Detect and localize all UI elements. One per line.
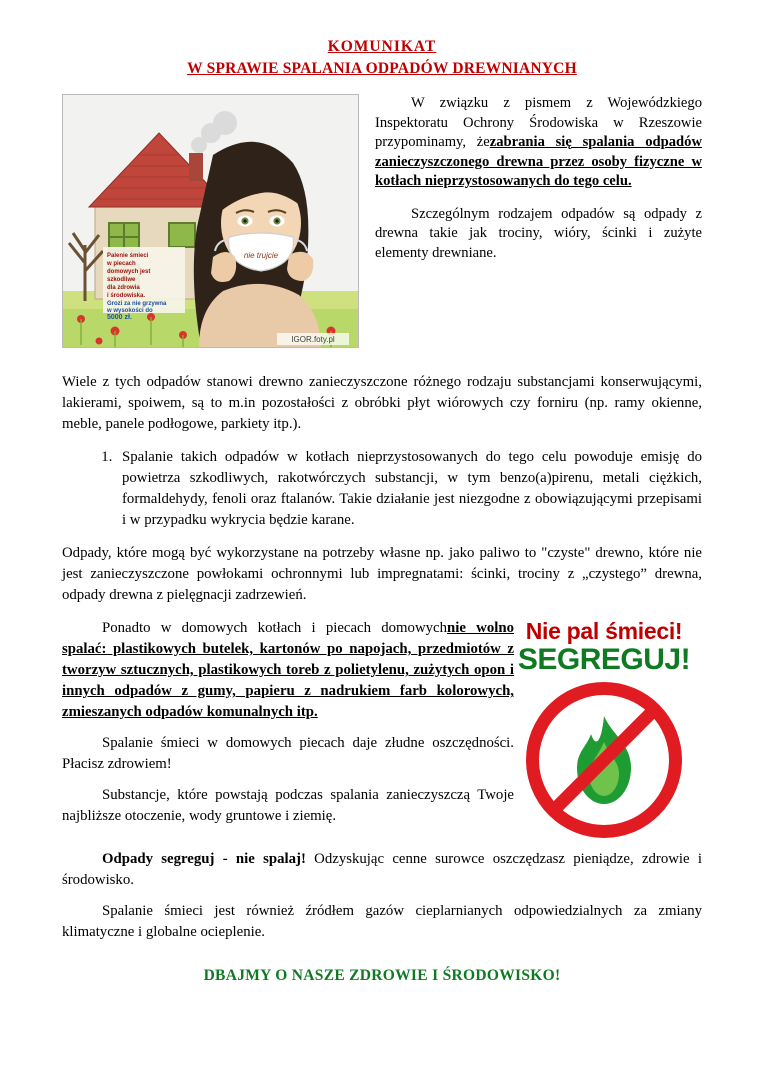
closing-lead-rest: Odzyskując cenne surowce oszczędzasz pieniądze, zdrowie i środowisko. bbox=[62, 851, 702, 888]
svg-text:szkodliwe: szkodliwe bbox=[107, 277, 136, 283]
body-section bbox=[62, 372, 702, 606]
svg-text:IGOR.foty.pl: IGOR.foty.pl bbox=[291, 335, 335, 344]
intro-paragraph-1 bbox=[375, 94, 702, 192]
intro-text bbox=[375, 94, 702, 263]
prohibition-text bbox=[62, 618, 514, 827]
prohibition-paragraph-3: Substancje, które powstają podczas spalania zanieczyszczą Twoje najbliższe otoczenie, wody gruntowe i ziemię. bbox=[62, 787, 514, 824]
svg-text:Palenie śmieci: Palenie śmieci bbox=[107, 253, 149, 259]
poster-photo bbox=[62, 94, 359, 348]
svg-text:dla zdrowia: dla zdrowia bbox=[107, 285, 140, 291]
svg-text:5000 zł.: 5000 zł. bbox=[107, 314, 132, 321]
segregation-sign bbox=[498, 618, 710, 838]
prohibition-paragraph-2: Spalanie śmieci w domowych piecach daje złudne oszczędności. Płacisz zdrowiem! bbox=[62, 735, 514, 772]
title-line-2: W SPRAWIE SPALANIA ODPADÓW DREWNIANYCH bbox=[187, 60, 577, 77]
numbered-list bbox=[62, 447, 702, 531]
sign-line-1: Nie pal śmieci! bbox=[525, 618, 683, 644]
body-paragraph-1: Wiele z tych odpadów stanowi drewno zanieczyszczone różnego rodzaju substancjami konserwującymi, lakierami, spoiwem, są to m.in pozostałości z obróbki płyt wiórowych czy forniru (np. ramy okienne, meble, panele podłogowe, parkiety itp.). bbox=[62, 374, 702, 432]
closing-paragraph-1 bbox=[62, 849, 702, 891]
sign-line-2: SEGREGUJ! bbox=[517, 643, 691, 676]
svg-text:w wysokości do: w wysokości do bbox=[107, 308, 153, 314]
page-title bbox=[62, 36, 702, 80]
intro-p1-bold: zabrania się spalania odpadów zanieczyszczonego drewna przez osoby fizyczne w kotłach nieprzystosowanych do tego celu. bbox=[375, 134, 702, 189]
svg-text:w piecach: w piecach bbox=[107, 261, 136, 267]
closing-paragraph-2: Spalanie śmieci jest również źródłem gazów cieplarnianych odpowiedzialnych za zmiany klimatyczne i globalne ocieplenie. bbox=[62, 903, 702, 940]
body-paragraph-2: Odpady, które mogą być wykorzystane na potrzeby własne np. jako paliwo to "czyste" drewno, które nie jest zanieczyszczone powłokami ochronnymi lub impregnatami: ścinki, trociny z „czystego” drewna, odpady drewna z pielęgnacji zadrzewień. bbox=[62, 545, 702, 603]
document-content bbox=[62, 36, 702, 985]
svg-text:i środowiska.: i środowiska. bbox=[107, 293, 146, 299]
prohibition-section bbox=[62, 618, 702, 827]
prohibition-p1-prefix: Ponadto w domowych kotłach i piecach domowych bbox=[102, 620, 448, 636]
svg-text:nie trujcie: nie trujcie bbox=[243, 251, 279, 260]
prohibition-p1-bold: nie wolno spalać: plastikowych butelek, kartonów po napojach, przedmiotów z tworzyw sztucznych, plastikowych toreb z polietylenu, zużytych opon i innych odpadów z gumy, papieru z nadrukiem farb kolorowych, zmieszanych odpadów komunalnych itp. bbox=[62, 620, 514, 720]
list-item: 1. Spalanie takich odpadów w kotłach nieprzystosowanych do tego celu powoduje emisję do powietrza szkodliwych, rakotwórczych substancji, w tym benzo(a)pirenu, metali ciężkich, formaldehydy, fenoli oraz ftalanów. Takie działanie jest niezgodne z obowiązującymi przepisami i w przypadku wykrycia będzie karane. bbox=[116, 447, 702, 531]
closing-lead-bold: Odpady segreguj - nie spalaj! bbox=[102, 851, 306, 867]
intro-p1-prefix: W związku z pismem z Wojewódzkiego Inspektoratu Ochrony Środowiska w Rzeszowie przypominamy, że bbox=[375, 95, 702, 150]
intro-section bbox=[62, 94, 702, 356]
no-burning-sign-icon bbox=[526, 682, 682, 838]
closing-section bbox=[62, 849, 702, 943]
intro-paragraph-2: Szczególnym rodzajem odpadów są odpady z drewna takie jak trociny, wióry, ścinki i zużyte elementy drewniane. bbox=[375, 205, 702, 261]
svg-text:domowych jest: domowych jest bbox=[107, 269, 151, 275]
title-line-1: KOMUNIKAT bbox=[327, 38, 437, 55]
footer-slogan: DBAJMY O NASZE ZDROWIE I ŚRODOWISKO! bbox=[203, 967, 561, 984]
poster-illustration bbox=[63, 95, 358, 347]
prohibition-paragraph-1 bbox=[62, 618, 514, 723]
svg-text:Grozi za nie grzywna: Grozi za nie grzywna bbox=[107, 301, 167, 307]
